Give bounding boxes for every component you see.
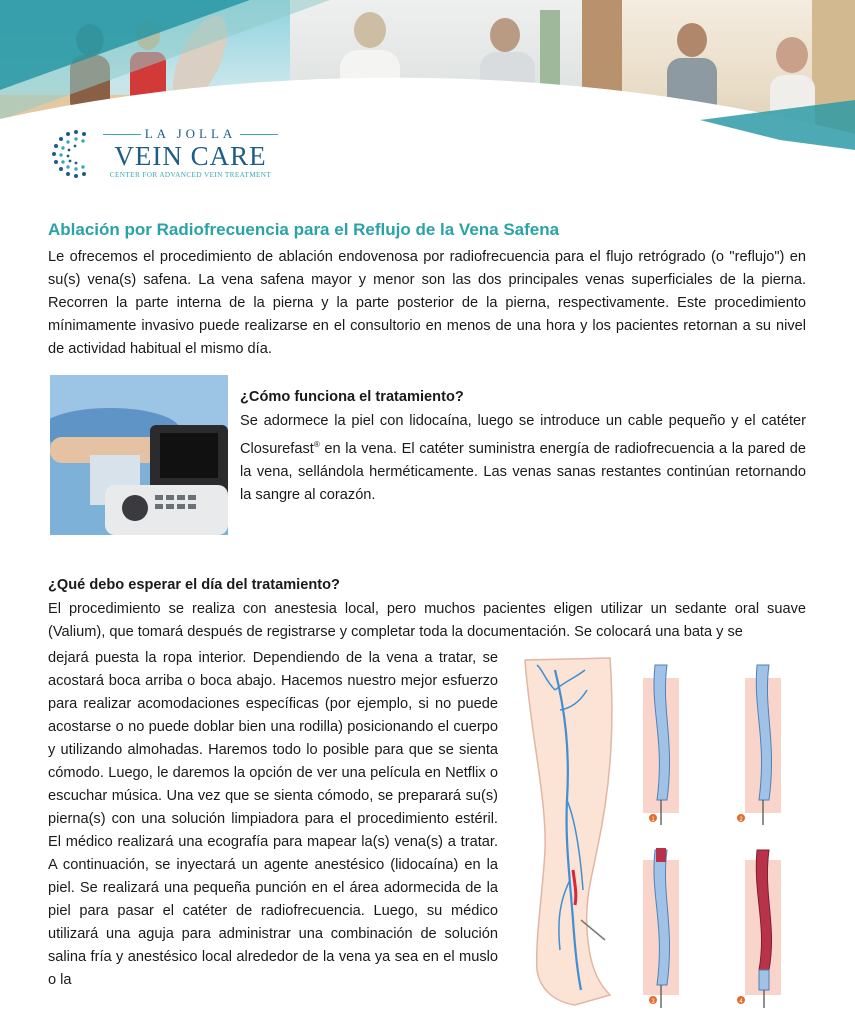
logo-rule-right — [240, 134, 278, 135]
intro-paragraph: Le ofrecemos el procedimiento de ablación endovenosa por radiofrecuencia para el flujo retrógrado (o "reflujo") en su(s) vena(s) safena. La vena safena mayor y menor son las dos principales venas superficiales de la pierna. Recorren la parte interna de la pierna y la parte posterior de la pierna, respectivamente. Este procedimiento mínimamente invasivo puede realizarse en el consultorio en menos de una hora y los pacientes retornan a su nivel de actividad habitual el mismo día. — [48, 249, 806, 357]
step-3-label: 3 — [651, 999, 655, 1005]
page-title: Ablación por Radiofrecuencia para el Reflujo de la Vena Safena — [48, 220, 560, 239]
how-heading: ¿Cómo funciona el tratamiento? — [240, 389, 464, 405]
how-paragraph — [240, 410, 806, 507]
logo-mark-icon — [48, 126, 104, 182]
expect-paragraph-1: El procedimiento se realiza con anestesia local, pero muchos pacientes eligen utilizar un sedante oral suave (Valium), que tomará después de registrarse y completar toda la documentación. Se colocará una bata y se — [48, 601, 806, 640]
logo-line2: VEIN CARE — [114, 141, 267, 171]
logo-line1: LA JOLLA — [144, 126, 237, 141]
how-text-before: Se adormece la piel con lidocaína, luego se introduce un cable pequeño y el catéter Closurefast — [240, 413, 806, 457]
step-4-label: 4 — [739, 999, 743, 1005]
registered-mark: ® — [313, 440, 320, 449]
leg-outline — [525, 658, 612, 1005]
ultrasound-photo — [50, 375, 228, 535]
logo-tagline: CENTER FOR ADVANCED VEIN TREATMENT — [109, 171, 272, 179]
step-2-label: 2 — [739, 817, 743, 823]
expect-heading: ¿Qué debo esperar el día del tratamiento? — [48, 577, 340, 593]
how-text-after: en la vena. El catéter suministra energía de radiofrecuencia a la pared de la vena, sellándola herméticamente. Las venas sanas restantes continúan retornando la sangre al corazón. — [240, 440, 806, 503]
logo[interactable] — [48, 126, 278, 186]
step-1-label: 1 — [651, 817, 655, 823]
expect-paragraph-2: dejará puesta la ropa interior. Dependiendo de la vena a tratar, se acostará boca arriba o boca abajo. Hacemos nuestro mejor esfuerzo para realizar acomodaciones específicas (por ejemplo, si no puede acostarse o no puede doblar bien una rodilla) posicionando el cuerpo y utilizando almohadas. Haremos todo lo posible para que se sienta cómodo. Luego, le daremos la opción de ver una película en Netflix o escuchar música. Una vez que se sienta cómodo, se preparará su(s) pierna(s) con una solución limpiadora para el procedimiento estéril. El médico realizará una ecografía para mapear la(s) vena(s) a tratar. A continuación, se inyectará un agente anestésico (lidocaína) en la piel. Se realizará una pequeña punción en el área adormecida de la piel para pasar el catéter de radiofrecuencia. Luego, su médico utilizará una aguja para administrar una combinación de solución salina fría y anestésico local alrededor de la vena ya sea en el muslo o la — [48, 650, 498, 988]
vein-ablation-diagram — [515, 650, 835, 1012]
logo-rule-left — [103, 134, 141, 135]
